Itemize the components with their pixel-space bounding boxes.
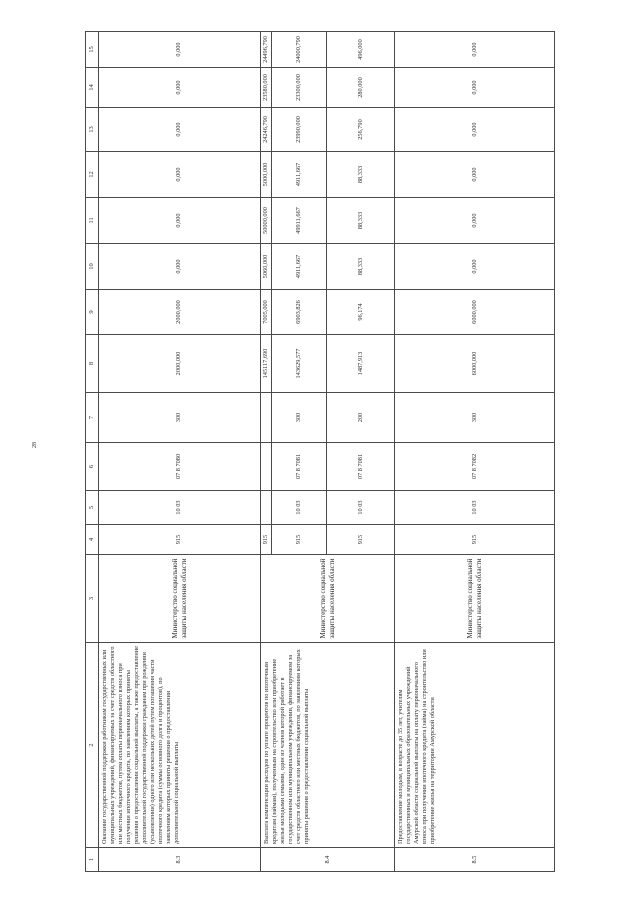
- cell-c5: [261, 491, 272, 525]
- header-cell: 8: [86, 335, 99, 393]
- cell-c11: 50000,000: [261, 198, 272, 244]
- cell-c10: 88,333: [327, 244, 395, 290]
- cell-c14: 0,000: [99, 68, 261, 108]
- table-row: [99, 32, 261, 872]
- header-cell: 15: [86, 32, 99, 68]
- cell-c13: 0,000: [395, 108, 555, 152]
- cell-c7: 200: [327, 393, 395, 443]
- cell-c15: 0,000: [395, 32, 555, 68]
- header-cell: 14: [86, 68, 99, 108]
- cell-c4: 915: [261, 525, 272, 555]
- cell-c15: 24496,790: [261, 32, 272, 68]
- cell-c7: [261, 393, 272, 443]
- cell-c5: 10 03: [327, 491, 395, 525]
- page-number: 28: [32, 442, 38, 448]
- cell-c12: 0,000: [99, 152, 261, 198]
- header-cell: 11: [86, 198, 99, 244]
- cell-c5: 10 03: [99, 491, 261, 525]
- cell-c6: 07 8 7081: [272, 443, 327, 491]
- cell-c13: 0,000: [99, 108, 261, 152]
- cell-c12: 4911,667: [272, 152, 327, 198]
- cell-c12: 0,000: [395, 152, 555, 198]
- header-row: [86, 32, 99, 872]
- row-ministry: Министерство социальной защиты населения области: [261, 555, 395, 643]
- cell-c7: 300: [272, 393, 327, 443]
- header-cell: 7: [86, 393, 99, 443]
- header-cell: 6: [86, 443, 99, 491]
- cell-c4: 915: [99, 525, 261, 555]
- cell-c14: 23580,000: [261, 68, 272, 108]
- cell-c9: 7005,000: [261, 290, 272, 335]
- header-cell: 1: [86, 848, 99, 872]
- cell-c10: 0,000: [395, 244, 555, 290]
- cell-c7: 300: [395, 393, 555, 443]
- header-cell: 10: [86, 244, 99, 290]
- cell-c15: 496,000: [327, 32, 395, 68]
- cell-c8: 2000,000: [99, 335, 261, 393]
- cell-c7: 300: [99, 393, 261, 443]
- cell-c14: 23300,000: [272, 68, 327, 108]
- cell-c4: 915: [272, 525, 327, 555]
- cell-c9: 6903,826: [272, 290, 327, 335]
- cell-c13: 23990,000: [272, 108, 327, 152]
- cell-c8: 145117,690: [261, 335, 272, 393]
- row-number: 8.3: [99, 848, 261, 872]
- cell-c8: 6000,000: [395, 335, 555, 393]
- row-number: 8.4: [261, 848, 395, 872]
- cell-c6: 07 8 7082: [395, 443, 555, 491]
- cell-c14: 0,000: [395, 68, 555, 108]
- cell-c5: 10 03: [395, 491, 555, 525]
- row-number: 8.5: [395, 848, 555, 872]
- row-ministry: Министерство социальной защиты населения области: [99, 555, 261, 643]
- header-cell: 13: [86, 108, 99, 152]
- cell-c4: 915: [395, 525, 555, 555]
- cell-c11: 0,000: [395, 198, 555, 244]
- cell-c5: 10 03: [272, 491, 327, 525]
- rotated-document: [85, 32, 555, 872]
- cell-c10: 0,000: [99, 244, 261, 290]
- cell-c6: 07 8 7081: [327, 443, 395, 491]
- cell-c6: [261, 443, 272, 491]
- cell-c11: 0,000: [99, 198, 261, 244]
- row-description: Выплата компенсации расходов по уплате процентов по ипотечным кредитам (займам), полученным на строительство или приобретение жилья молодыми семьями, один из членов которой работает в государственном или муниципальном учреждении, финансируемом за счет средств областного или местных бюджетов, по заявлениям которых приняты решения о предоставлении социальной выплаты: [261, 643, 395, 848]
- cell-c13: 256,790: [327, 108, 395, 152]
- table-row: [261, 32, 272, 872]
- cell-c15: 0,000: [99, 32, 261, 68]
- cell-c8: 143629,577: [272, 335, 327, 393]
- header-cell: 4: [86, 525, 99, 555]
- funding-table: [85, 31, 555, 872]
- cell-c11: 88,333: [327, 198, 395, 244]
- row-ministry: Министерство социальной защиты населения области: [395, 555, 555, 643]
- cell-c4: 915: [327, 525, 395, 555]
- cell-c11: 49911,667: [272, 198, 327, 244]
- cell-c10: 4911,667: [272, 244, 327, 290]
- cell-c9: 2000,000: [99, 290, 261, 335]
- cell-c15: 24000,790: [272, 32, 327, 68]
- cell-c9: 96,174: [327, 290, 395, 335]
- cell-c13: 24246,790: [261, 108, 272, 152]
- cell-c14: 280,000: [327, 68, 395, 108]
- header-cell: 5: [86, 491, 99, 525]
- cell-c9: 6000,000: [395, 290, 555, 335]
- row-description: Предоставление молодым, в возрасте до 35 лет, учителям государственных и муниципальных образовательных учреждений Амурской области социальной выплаты на оплату первоначального взноса при получении ипотечного кредита (займа) на строительство или приобретение жилья на территории Амурской области: [395, 643, 555, 848]
- header-cell: 12: [86, 152, 99, 198]
- header-cell: 9: [86, 290, 99, 335]
- cell-c8: 1487,913: [327, 335, 395, 393]
- cell-c12: 88,333: [327, 152, 395, 198]
- table-row: [395, 32, 555, 872]
- header-cell: 2: [86, 643, 99, 848]
- header-cell: 3: [86, 555, 99, 643]
- cell-c6: 07 8 7080: [99, 443, 261, 491]
- cell-c12: 5000,000: [261, 152, 272, 198]
- row-description: Оказание государственной поддержки работникам государственных или муниципальных учреждений, финансируемых за счет средств областного или местных бюджетов, путем оплаты первоначального взноса при получении ипотечного кредита, по заявлениям которых приняты решения о предоставлении социальной выплаты, а также предоставление дополнительной государственной поддержки гражданам при рождении (усыновлении) одного или нескольких детей путем погашения части ипотечного кредита (суммы основного долга и процентов), по заявлениям которых приняты решения о предоставлении дополнительной социальной выплаты: [99, 643, 261, 848]
- cell-c10: 5060,000: [261, 244, 272, 290]
